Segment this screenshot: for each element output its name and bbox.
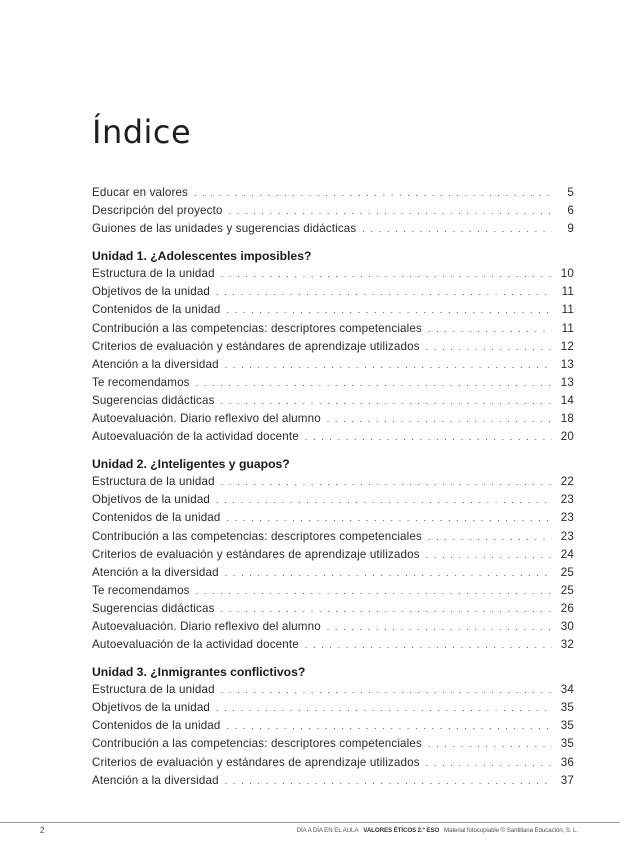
toc-entry-page: 22 bbox=[560, 475, 574, 489]
toc-entry[interactable] bbox=[92, 509, 574, 527]
footer-divider bbox=[0, 822, 620, 823]
toc-entry-label: Educar en valores bbox=[92, 186, 188, 199]
toc-entry-page: 13 bbox=[560, 357, 574, 371]
toc-entry-label: Contenidos de la unidad bbox=[92, 511, 221, 525]
toc-entry-page: 25 bbox=[560, 583, 574, 597]
toc-entry-label: Atención a la diversidad bbox=[92, 773, 219, 787]
toc-entry-page: 11 bbox=[561, 321, 574, 335]
dot-leader bbox=[229, 202, 552, 220]
toc-entry-label: Te recomendamos bbox=[92, 583, 190, 597]
toc-entry[interactable] bbox=[92, 374, 574, 392]
toc-entry-label: Guiones de las unidades y sugerencias didácticas bbox=[92, 222, 357, 236]
toc-entry[interactable] bbox=[92, 618, 574, 636]
toc-entry-label: Autoevaluación. Diario reflexivo del alumno bbox=[92, 412, 321, 426]
toc-entry[interactable] bbox=[92, 717, 574, 735]
toc-entry[interactable] bbox=[92, 410, 574, 428]
page-title: Índice bbox=[92, 113, 192, 152]
toc-entry-label: Criterios de evaluación y estándares de aprendizaje utilizados bbox=[92, 755, 420, 769]
dot-leader bbox=[428, 320, 552, 338]
toc-entry-label: Objetivos de la unidad bbox=[92, 493, 211, 507]
dot-leader bbox=[221, 392, 552, 410]
toc-entry[interactable] bbox=[92, 699, 574, 717]
dot-leader bbox=[221, 681, 552, 699]
toc-entry-page: 23 bbox=[560, 529, 574, 543]
toc-entry-page: 25 bbox=[560, 565, 574, 579]
toc-entry-label: Atención a la diversidad bbox=[92, 565, 219, 579]
toc-entry[interactable] bbox=[92, 428, 574, 446]
dot-leader bbox=[194, 184, 552, 202]
dot-leader bbox=[225, 356, 552, 374]
dot-leader bbox=[426, 754, 552, 772]
dot-leader bbox=[227, 509, 552, 527]
toc-entry-page: 23 bbox=[560, 511, 574, 525]
dot-leader bbox=[216, 491, 552, 509]
toc-entry[interactable] bbox=[92, 265, 574, 283]
dot-leader bbox=[305, 428, 552, 446]
toc-entry[interactable] bbox=[92, 754, 574, 772]
unit-title[interactable]: Unidad 2. ¿Inteligentes y guapos? bbox=[92, 457, 290, 472]
toc-entry-page: 6 bbox=[567, 204, 574, 218]
toc-entry-page: 35 bbox=[560, 737, 574, 751]
unit-section-3 bbox=[92, 663, 574, 790]
toc-entry-page: 9 bbox=[567, 222, 574, 236]
toc-entry[interactable] bbox=[92, 473, 574, 491]
toc-entry-page: 37 bbox=[560, 773, 574, 787]
toc-entry-label: Atención a la diversidad bbox=[92, 357, 219, 371]
dot-leader bbox=[221, 473, 552, 491]
dot-leader bbox=[196, 582, 552, 600]
toc-entry-label: Contribución a las competencias: descriptores competenciales bbox=[92, 321, 422, 335]
toc-entry-page: 20 bbox=[560, 430, 574, 444]
toc-entry-page: 11 bbox=[561, 285, 574, 299]
dot-leader bbox=[216, 283, 552, 301]
dot-leader bbox=[362, 220, 552, 238]
toc-entry[interactable] bbox=[92, 392, 574, 410]
toc-entry[interactable] bbox=[92, 600, 574, 618]
toc-entry[interactable] bbox=[92, 528, 574, 546]
toc-entry-page: 36 bbox=[560, 755, 574, 769]
intro-section bbox=[92, 184, 574, 238]
dot-leader bbox=[426, 546, 552, 564]
toc-entry-page: 24 bbox=[560, 547, 574, 561]
toc-entry-label: Contribución a las competencias: descriptores competenciales bbox=[92, 737, 422, 751]
toc-entry-page: 26 bbox=[560, 601, 574, 615]
dot-leader bbox=[426, 338, 552, 356]
toc-entry[interactable] bbox=[92, 735, 574, 753]
toc-entry[interactable] bbox=[92, 220, 574, 238]
dot-leader bbox=[196, 374, 552, 392]
table-of-contents bbox=[92, 184, 574, 790]
toc-entry-page: 11 bbox=[561, 303, 574, 317]
toc-entry-page: 14 bbox=[560, 393, 574, 407]
dot-leader bbox=[327, 410, 552, 428]
unit-title[interactable]: Unidad 1. ¿Adolescentes imposibles? bbox=[92, 249, 312, 264]
dot-leader bbox=[227, 717, 552, 735]
toc-entry-page: 12 bbox=[560, 339, 574, 353]
toc-entry-label: Descripción del proyecto bbox=[92, 204, 223, 218]
unit-section-2 bbox=[92, 455, 574, 654]
toc-entry-label: Estructura de la unidad bbox=[92, 475, 215, 489]
toc-entry[interactable] bbox=[92, 184, 574, 202]
toc-entry-page: 18 bbox=[560, 412, 574, 426]
toc-entry[interactable] bbox=[92, 491, 574, 509]
toc-entry-page: 5 bbox=[567, 186, 574, 199]
dot-leader bbox=[428, 528, 552, 546]
toc-entry-label: Estructura de la unidad bbox=[92, 683, 215, 697]
unit-section-1 bbox=[92, 247, 574, 446]
toc-entry[interactable] bbox=[92, 636, 574, 654]
dot-leader bbox=[305, 636, 552, 654]
footer-book-title: VALORES ÉTICOS 2.º ESO bbox=[363, 827, 440, 834]
toc-entry[interactable] bbox=[92, 546, 574, 564]
toc-entry-label: Estructura de la unidad bbox=[92, 267, 215, 281]
toc-entry-label: Contenidos de la unidad bbox=[92, 719, 221, 733]
toc-entry-label: Sugerencias didácticas bbox=[92, 601, 215, 615]
unit-title[interactable]: Unidad 3. ¿Inmigrantes conflictivos? bbox=[92, 665, 306, 680]
toc-entry[interactable] bbox=[92, 283, 574, 301]
dot-leader bbox=[221, 600, 552, 618]
toc-entry-label: Sugerencias didácticas bbox=[92, 393, 215, 407]
toc-entry-page: 34 bbox=[560, 683, 574, 697]
dot-leader bbox=[225, 772, 552, 790]
footer-series: DÍA A DÍA EN EL AULA bbox=[296, 827, 359, 834]
toc-entry-page: 13 bbox=[560, 375, 574, 389]
dot-leader bbox=[428, 735, 552, 753]
toc-entry-label: Objetivos de la unidad bbox=[92, 701, 211, 715]
toc-entry-page: 30 bbox=[560, 619, 574, 633]
toc-entry-page: 32 bbox=[560, 638, 574, 652]
toc-entry[interactable] bbox=[92, 320, 574, 338]
toc-entry-label: Autoevaluación. Diario reflexivo del alumno bbox=[92, 619, 321, 633]
dot-leader bbox=[216, 699, 552, 717]
toc-entry-label: Contenidos de la unidad bbox=[92, 303, 221, 317]
toc-entry-label: Criterios de evaluación y estándares de aprendizaje utilizados bbox=[92, 339, 420, 353]
toc-entry[interactable] bbox=[92, 301, 574, 319]
toc-entry-label: Contribución a las competencias: descriptores competenciales bbox=[92, 529, 422, 543]
toc-entry[interactable] bbox=[92, 681, 574, 699]
footer-page-number: 2 bbox=[40, 826, 45, 835]
footer-rights: Material fotocopiable © Santillana Educación, S. L. bbox=[444, 827, 578, 834]
footer-credits bbox=[297, 827, 578, 834]
toc-entry[interactable] bbox=[92, 338, 574, 356]
dot-leader bbox=[327, 618, 552, 636]
toc-entry-page: 23 bbox=[560, 493, 574, 507]
toc-entry-label: Te recomendamos bbox=[92, 375, 190, 389]
toc-entry[interactable] bbox=[92, 564, 574, 582]
toc-entry-page: 35 bbox=[560, 701, 574, 715]
toc-entry-page: 10 bbox=[560, 267, 574, 281]
dot-leader bbox=[227, 301, 552, 319]
toc-entry-label: Autoevaluación de la actividad docente bbox=[92, 638, 299, 652]
toc-entry[interactable] bbox=[92, 582, 574, 600]
toc-entry-label: Objetivos de la unidad bbox=[92, 285, 211, 299]
dot-leader bbox=[221, 265, 552, 283]
toc-entry[interactable] bbox=[92, 356, 574, 374]
toc-entry[interactable] bbox=[92, 772, 574, 790]
toc-entry[interactable] bbox=[92, 202, 574, 220]
toc-entry-page: 35 bbox=[560, 719, 574, 733]
toc-entry-label: Autoevaluación de la actividad docente bbox=[92, 430, 299, 444]
dot-leader bbox=[225, 564, 552, 582]
toc-entry-label: Criterios de evaluación y estándares de aprendizaje utilizados bbox=[92, 547, 420, 561]
